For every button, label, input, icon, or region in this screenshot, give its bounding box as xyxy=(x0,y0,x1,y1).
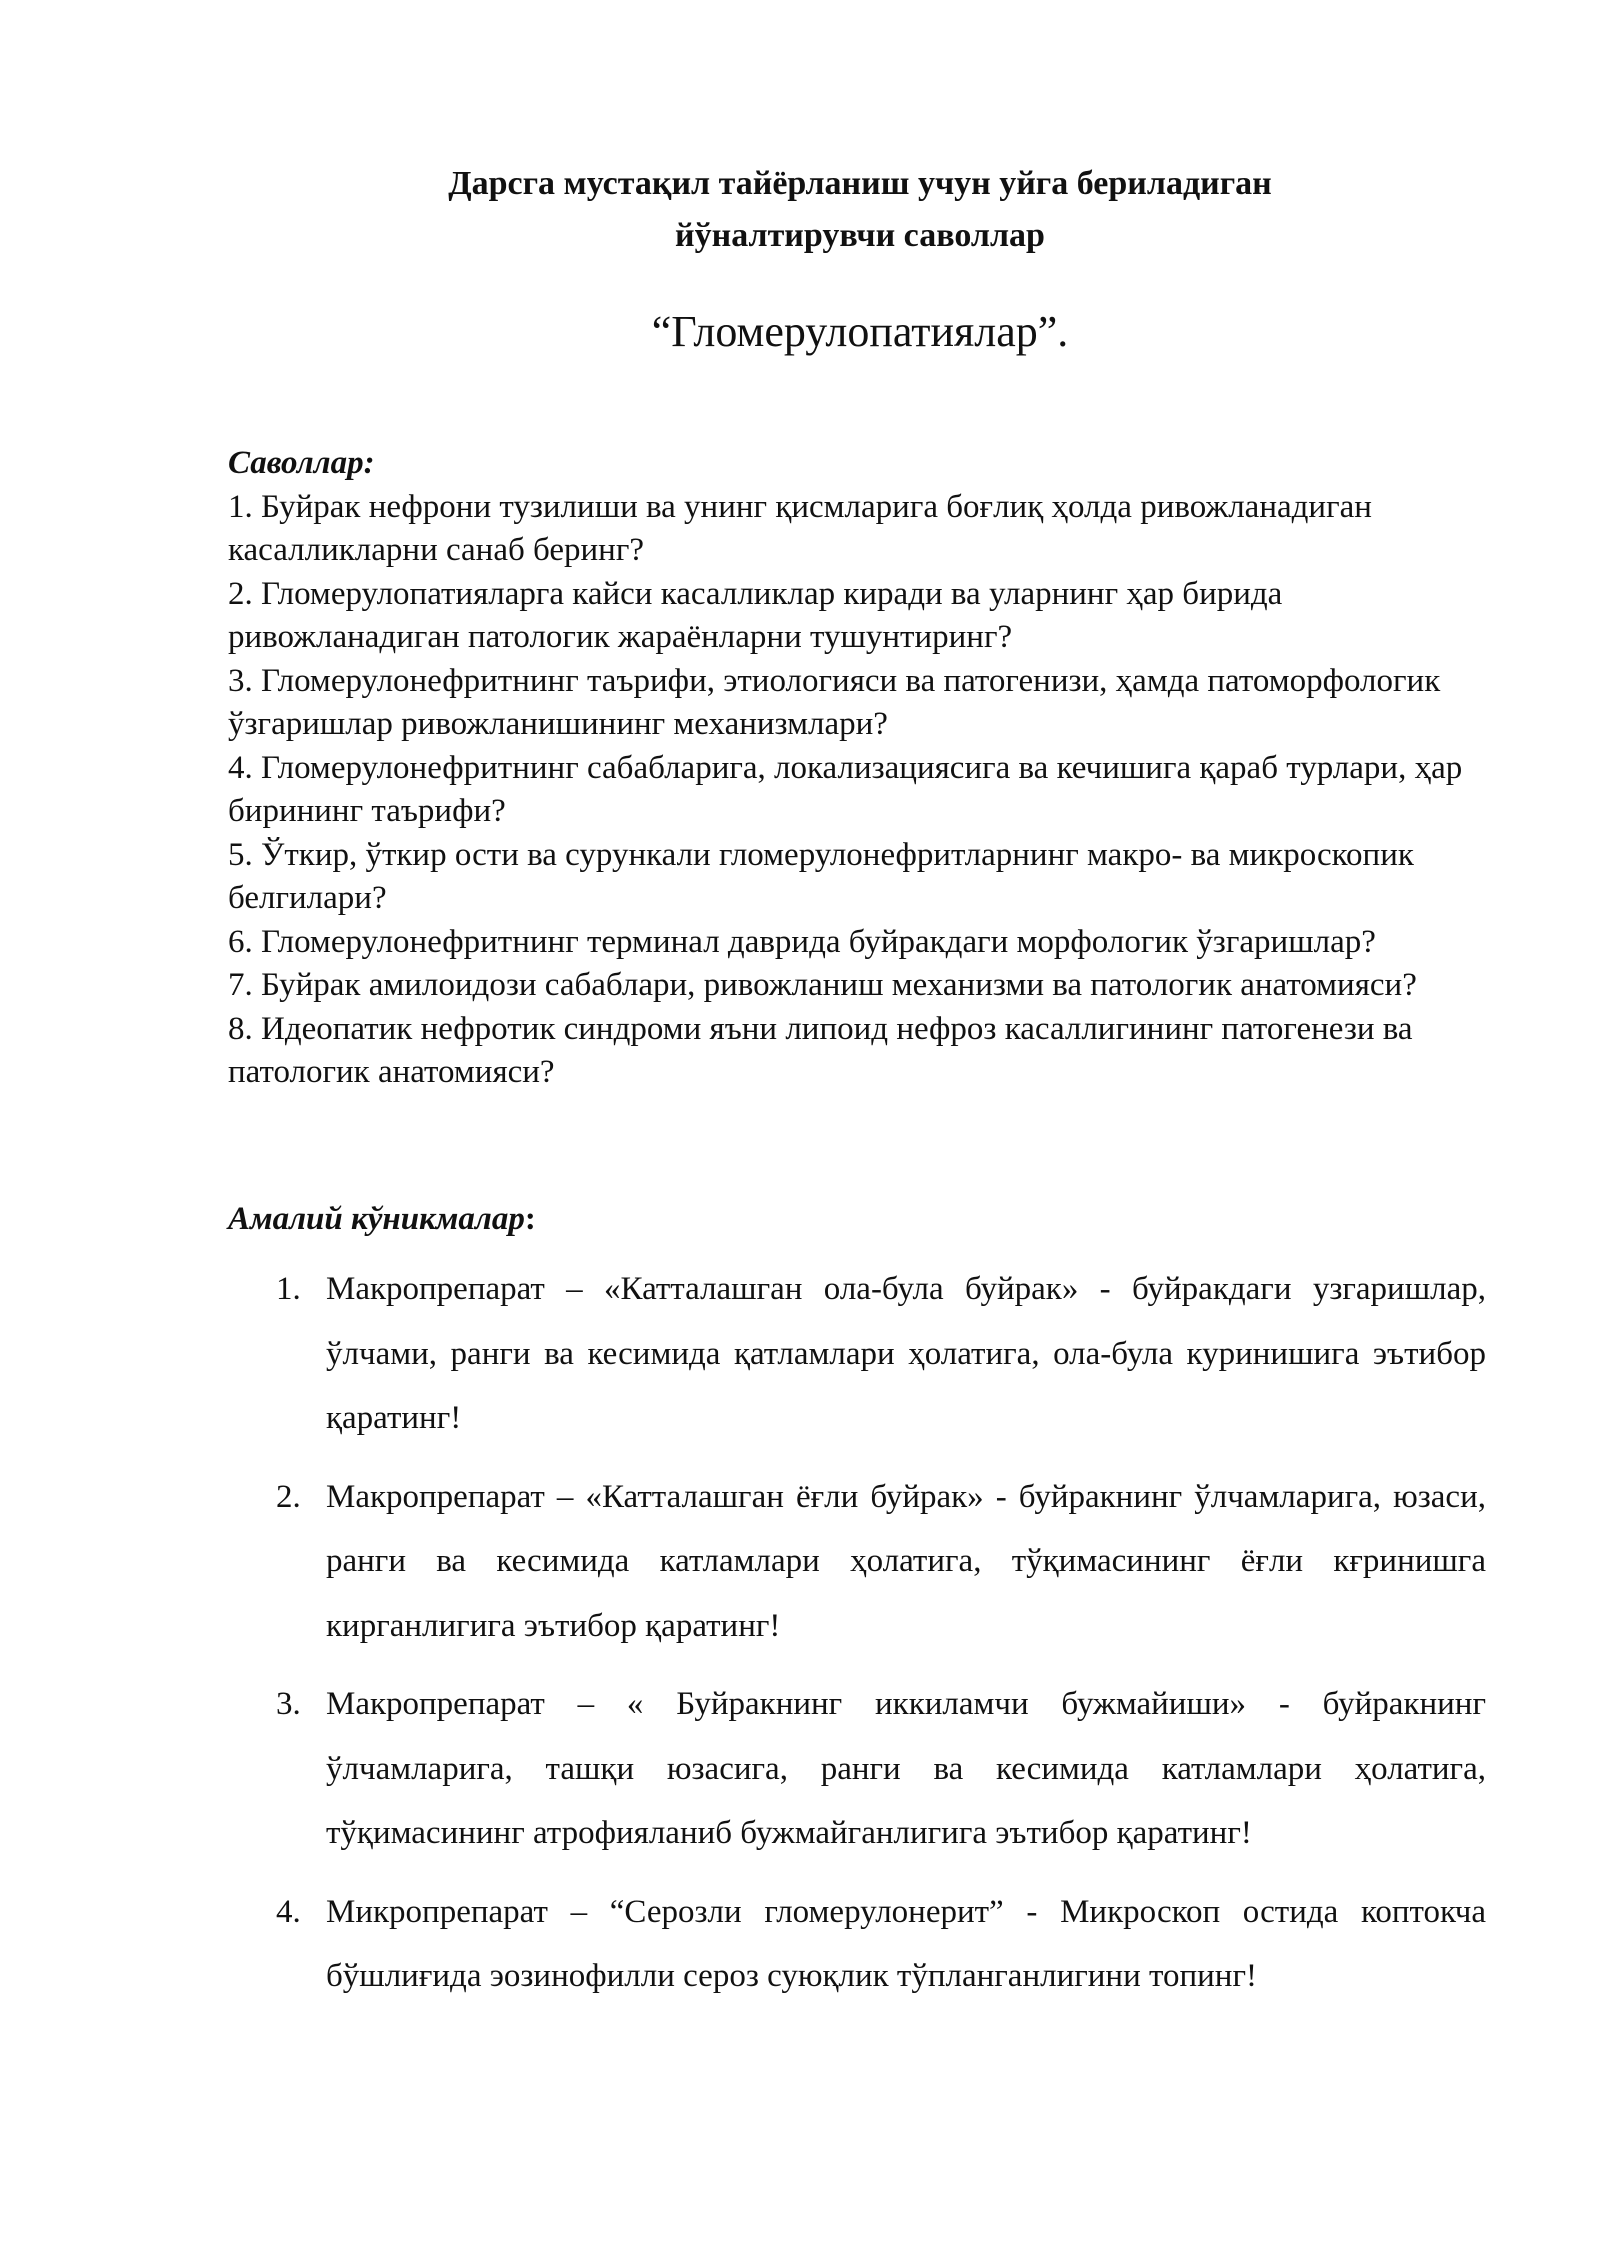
question-item: 7. Буйрак амилоидози сабаблари, ривожланиш механизми ва патологик анатомияси? xyxy=(228,967,1417,1003)
skill-text: Микропрепарат – “Серозли гломерулонерит” - Микроскоп остида коптокча бўшлиғида эозинофилли сероз суюқлик тўпланганлигини топинг! xyxy=(326,1893,1486,1994)
skill-item xyxy=(0,1672,1600,1866)
skill-item xyxy=(0,1465,1600,1659)
question-item: 3. Гломерулонефритнинг таърифи, этиологияси ва патогенизи, ҳамда патоморфологик ўзгаришлар ривожланишининг механизмлари? xyxy=(228,662,1441,742)
question-item: 6. Гломерулонефритнинг терминал даврида буйракдаги морфологик ўзгаришлар? xyxy=(228,923,1376,960)
questions-heading: Саволлар: xyxy=(228,445,375,481)
skill-text: Макропрепарат – « Буйракнинг иккиламчи бужмайиши» - буйракнинг ўлчамларига, ташқи юзасига, ранги ва кесимида катламлари ҳолатига, тўқимасининг атрофияланиб бужмайганлигига эътибор қаратинг! xyxy=(326,1686,1486,1851)
skill-text: Макропрепарат – «Катталашган ола-була буйрак» - буйракдаги узгаришлар, ўлчами, ранги ва кесимида қатламлари ҳолатига, ола-була куринишига эътибор қаратинг! xyxy=(326,1271,1486,1436)
skill-number: 4. xyxy=(276,1893,301,1930)
skills-heading-text: Амалий кўникмалар xyxy=(228,1201,525,1237)
question-item: 8. Идеопатик нефротик синдроми яъни липоид нефроз касаллигининг патогенези ва патологик анатомияси? xyxy=(228,1010,1413,1090)
skills-heading-colon: : xyxy=(524,1201,536,1237)
header-line-1: Дарсга мустақил тайёрланиш учун уйга бериладиган xyxy=(448,165,1272,202)
question-item: 4. Гломерулонефритнинг сабабларига, локализациясига ва кечишига қараб турлари, ҳар бирининг таърифи? xyxy=(228,749,1463,829)
skill-item xyxy=(0,1257,1600,1451)
skill-text: Макропрепарат – «Катталашган ёғли буйрак» - буйракнинг ўлчамларига, юзаси, ранги ва кесимида катламлари ҳолатига, тўқимасининг ёғли кғринишга кирганлигига эътибор қаратинг! xyxy=(326,1478,1486,1644)
document-header xyxy=(0,158,1600,262)
skill-number: 3. xyxy=(276,1686,301,1722)
question-item: 5. Ўткир, ўткир ости ва сурункали гломерулонефритларнинг макро- ва микроскопик белгилари? xyxy=(228,836,1414,916)
header-line-2: йўналтирувчи саволлар xyxy=(675,217,1045,254)
question-item: 1. Буйрак нефрони тузилиши ва унинг қисмларига боғлиқ ҳолда ривожланадиган касалликларни санаб беринг? xyxy=(228,488,1372,568)
skill-number: 2. xyxy=(276,1478,301,1515)
skills-list xyxy=(0,1257,1600,2023)
skills-heading xyxy=(228,1197,536,1241)
skill-number: 1. xyxy=(276,1271,301,1307)
questions-section xyxy=(228,442,1488,1095)
topic-title: “Гломерулопатиялар”. xyxy=(651,307,1069,356)
skill-item xyxy=(0,1880,1600,2009)
question-item: 2. Гломерулопатияларга кайси касалликлар киради ва уларнинг ҳар бирида ривожланадиган патологик жараёнларни тушунтиринг? xyxy=(228,575,1283,655)
